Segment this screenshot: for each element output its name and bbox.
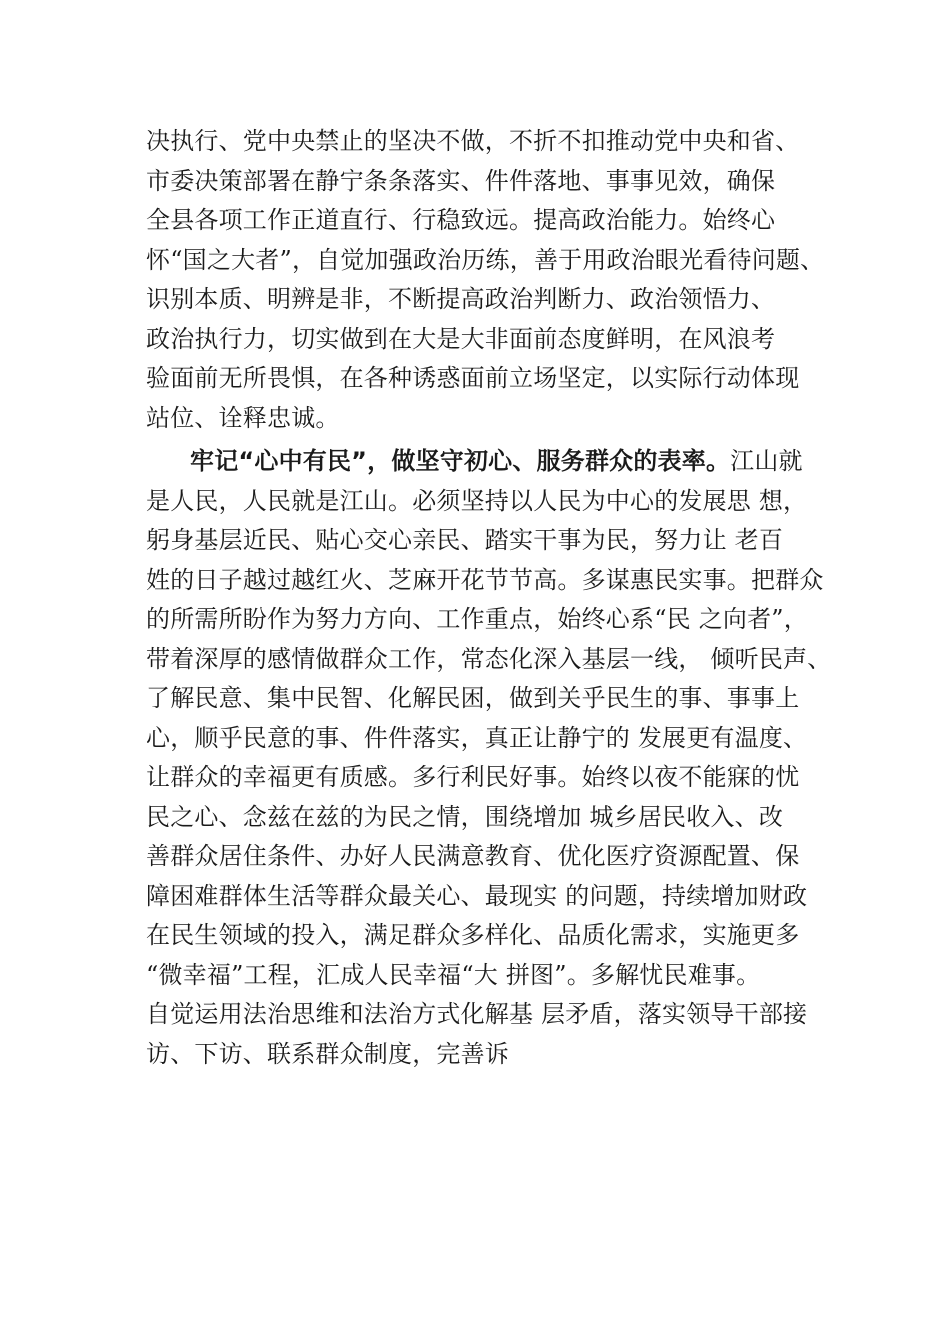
text-line: 自觉运用法治思维和法治方式化解基 层矛盾，落实领导干部接 <box>146 1000 808 1028</box>
paragraph-heading-line <box>146 442 846 482</box>
text-line: 决执行、党中央禁止的坚决不做，不折不扣推动党中央和省、 <box>146 127 800 155</box>
body-text <box>146 122 846 1074</box>
text-line: 怀“国之大者”，自觉加强政治历练，善于用政治眼光看待问题、 <box>146 245 825 274</box>
text-line: 访、下访、联系群众制度，完善诉 <box>146 1039 509 1068</box>
text-line: 心，顺乎民意的事、件件落实，真正让静宁的 发展更有温度、 <box>146 723 808 752</box>
text-line: 了解民意、集中民智、化解民困，做到关乎民生的事、事事上 <box>146 684 800 712</box>
text-line: 验面前无所畏惧，在各种诱惑面前立场坚定，以实际行动体现 <box>146 364 800 392</box>
text-line: 姓的日子越过越红火、芝麻开花节节高。多谋惠民实事。把群众 <box>146 565 824 594</box>
text-line: 障困难群体生活等群众最关心、最现实 的问题，持续增加财政 <box>146 881 808 910</box>
paragraph-1 <box>146 122 846 438</box>
paragraph-heading: 牢记“心中有民”，做坚守初心、服务群众的表率。 <box>190 447 731 475</box>
text-line: 市委决策部署在静宁条条落实、件件落地、事事见效，确保 <box>146 166 776 195</box>
text-line: “微幸福”工程，汇成人民幸福“大 拼图”。多解忧民难事。 <box>146 960 761 989</box>
text-line: 让群众的幸福更有质感。多行利民好事。始终以夜不能寐的忧 <box>146 763 800 791</box>
text-line: 善群众居住条件、办好人民满意教育、优化医疗资源配置、保 <box>146 842 800 870</box>
text-line: 是人民，人民就是江山。必须坚持以人民为中心的发展思 想， <box>146 486 808 515</box>
paragraph-2 <box>146 442 846 1074</box>
text-line: 站位、诠释忠诚。 <box>146 403 340 432</box>
text-line: 带着深厚的感情做群众工作，常态化深入基层一线， 倾听民声、 <box>146 644 832 673</box>
text-line: 全县各项工作正道直行、行稳致远。提高政治能力。始终心 <box>146 206 776 234</box>
text-line: 识别本质、明辨是非，不断提高政治判断力、政治领悟力、 <box>146 285 776 313</box>
text-line: 在民生领域的投入，满足群众多样化、品质化需求，实施更多 <box>146 921 800 949</box>
text-line: 的所需所盼作为努力方向、工作重点，始终心系“民 之向者”， <box>146 605 808 633</box>
text-line: 躬身基层近民、贴心交心亲民、踏实干事为民，努力让 老百 <box>146 526 784 554</box>
text-line: 民之心、念兹在兹的为民之情，围绕增加 城乡居民收入、改 <box>146 802 784 831</box>
heading-line-rest: 江山就 <box>730 447 803 475</box>
text-line: 政治执行力，切实做到在大是大非面前态度鲜明，在风浪考 <box>146 324 776 353</box>
